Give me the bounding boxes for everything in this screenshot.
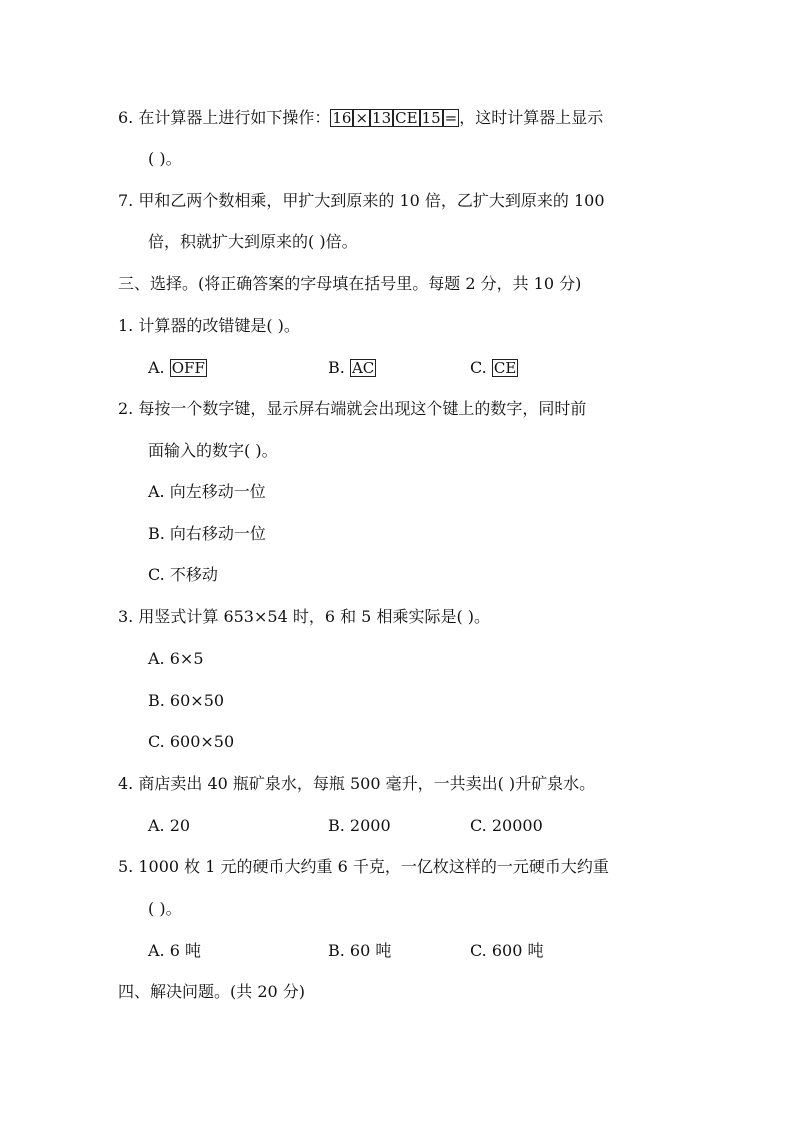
key-16: 16 <box>332 109 352 127</box>
choice-2-option-b: B. 向右移动一位 <box>148 524 266 543</box>
choice-5-stem-line1: 5. 1000 枚 1 元的硬币大约重 6 千克，一亿枚这样的一元硬币大约重 <box>118 857 609 876</box>
choice-5-option-a: A. 6 吨 <box>148 941 201 960</box>
choice-1-option-c: C. CE <box>470 358 517 377</box>
choice-3-option-a: A. 6×5 <box>148 649 204 668</box>
choice-4-stem: 4. 商店卖出 40 瓶矿泉水，每瓶 500 毫升，一共卖出( )升矿泉水。 <box>118 774 596 793</box>
choice-5-option-b: B. 60 吨 <box>328 941 392 960</box>
q6-text-post: ，这时计算器上显示 <box>459 108 604 127</box>
choice-3-stem: 3. 用竖式计算 653×54 时，6 和 5 相乘实际是( )。 <box>118 607 491 626</box>
choice-4-option-b: B. 2000 <box>328 816 391 835</box>
choice-1-option-a: A. OFF <box>148 358 205 377</box>
calculator-key-sequence <box>330 107 459 129</box>
key-off: OFF <box>171 359 205 377</box>
choice-5-option-c: C. 600 吨 <box>470 941 544 960</box>
choice-3-option-c: C. 600×50 <box>148 732 235 751</box>
choice-2-stem-line2: 面输入的数字( )。 <box>148 441 278 460</box>
key-13: 13 <box>372 109 392 127</box>
choice-2-option-c: C. 不移动 <box>148 565 218 584</box>
q6-line2: ( )。 <box>148 149 182 168</box>
choice-1-option-b: B. AC <box>328 358 375 377</box>
q7-line1: 7. 甲和乙两个数相乘，甲扩大到原来的 10 倍，乙扩大到原来的 100 <box>118 191 605 210</box>
choice-1-stem: 1. 计算器的改错键是( )。 <box>118 316 300 335</box>
choice-2-stem-line1: 2. 每按一个数字键，显示屏右端就会出现这个键上的数字，同时前 <box>118 399 587 418</box>
q6-text-pre: 6. 在计算器上进行如下操作： <box>118 108 331 127</box>
section-4-heading: 四、解决问题。(共 20 分) <box>118 982 306 1001</box>
choice-2-option-a: A. 向左移动一位 <box>148 482 266 501</box>
choice-3-option-b: B. 60×50 <box>148 691 225 710</box>
key-ce: CE <box>395 109 418 127</box>
key-ac: AC <box>351 359 375 377</box>
key-multiply: × <box>355 109 369 127</box>
key-15: 15 <box>421 109 441 127</box>
section-3-heading: 三、选择。(将正确答案的字母填在括号里。每题 2 分，共 10 分) <box>118 274 582 293</box>
q6-line1 <box>118 107 603 129</box>
q7-line2: 倍，积就扩大到原来的( )倍。 <box>148 232 358 251</box>
choice-4-option-a: A. 20 <box>148 816 191 835</box>
key-equals: = <box>444 109 458 127</box>
key-ce-option: CE <box>493 359 517 377</box>
choice-4-option-c: C. 20000 <box>470 816 543 835</box>
choice-5-stem-line2: ( )。 <box>148 899 182 918</box>
